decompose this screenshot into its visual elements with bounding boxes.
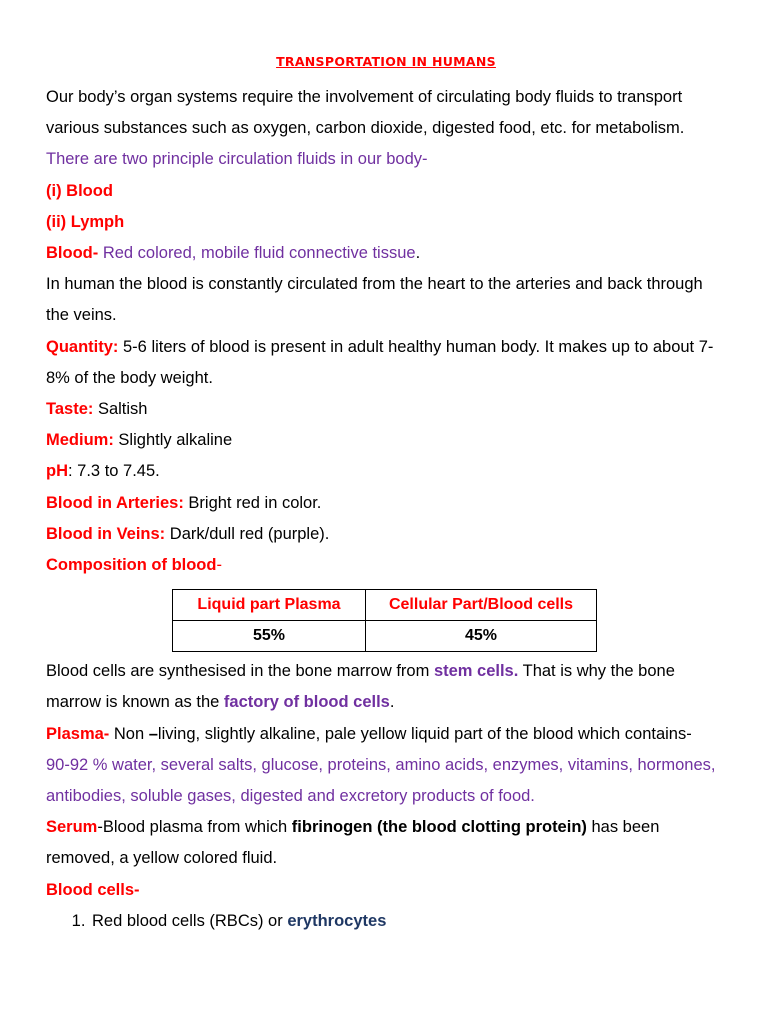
- plasma-text-2: living, slightly alkaline, pale yellow liquid part of the blood which contains-: [157, 724, 692, 743]
- page-title: TRANSPORTATION IN HUMANS: [276, 54, 496, 69]
- composition-header-cells: Cellular Part/Blood cells: [366, 590, 597, 621]
- serum-label: Serum: [46, 818, 98, 837]
- intro-text-1: Our: [46, 88, 79, 106]
- serum-text-2: has been removed, a yellow colored fluid.: [46, 818, 660, 868]
- composition-table: [172, 589, 597, 652]
- synthesis-text-1: Blood cells are synthesised in the bone marrow from: [46, 662, 434, 681]
- composition-table-header-row: [173, 590, 597, 621]
- plasma-contents: 90-92 % water, several salts, glucose, proteins, amino acids, enzymes, vitamins, hormones, antibodies, soluble gases, digested and excretory products of food.: [46, 755, 716, 806]
- arteries-line: [46, 488, 726, 519]
- arteries-label: Blood in Arteries:: [46, 493, 184, 512]
- taste-text: Saltish: [93, 400, 148, 419]
- quantity-label: Quantity:: [46, 337, 119, 356]
- veins-text: Dark/dull red (purple).: [165, 524, 330, 543]
- plasma-dash: –: [148, 724, 158, 743]
- synthesis-text-3: .: [389, 693, 395, 712]
- composition-label: Composition of blood: [46, 556, 217, 575]
- blood-cells-list: [46, 906, 726, 937]
- medium-line: [46, 425, 726, 456]
- quantity-text: 5-6 liters of blood is present in adult healthy human body. It makes up to about 7-8% of the body weight.: [46, 337, 714, 387]
- quantity-paragraph: [46, 332, 726, 394]
- ph-text: : 7.3 to 7.45.: [68, 462, 160, 481]
- synthesis-text-2: That is why the bone marrow is known as the: [46, 662, 675, 712]
- document-page: [46, 52, 726, 937]
- intro-paragraph: [46, 82, 726, 144]
- taste-label: Taste:: [46, 400, 94, 419]
- veins-label: Blood in Veins:: [46, 524, 166, 543]
- taste-line: [46, 394, 726, 425]
- composition-value-cells: 45%: [366, 621, 597, 652]
- ph-line: [46, 456, 726, 487]
- arteries-text: Bright red in color.: [183, 493, 322, 512]
- composition-dash: -: [216, 556, 222, 575]
- serum-paragraph: [46, 812, 726, 874]
- blood-definition-label: Blood-: [46, 244, 99, 263]
- stem-cells-term: stem cells.: [433, 662, 519, 681]
- circulation-paragraph: In human the blood is constantly circulated from the heart to the arteries and back through the veins.: [46, 275, 703, 325]
- blood-definition: [46, 238, 726, 269]
- veins-line: [46, 519, 726, 550]
- blood-cells-heading: Blood cells-: [46, 880, 140, 899]
- list-item-text: Red blood cells (RBCs) or: [92, 911, 288, 930]
- plasma-label: Plasma-: [46, 724, 110, 743]
- blood-definition-text: Red colored, mobile fluid connective tissue: [98, 244, 416, 263]
- synthesis-paragraph: [46, 656, 726, 718]
- composition-header-plasma: Liquid part Plasma: [173, 590, 366, 621]
- factory-term: factory of blood cells: [223, 693, 390, 712]
- ph-label: pH: [46, 462, 68, 481]
- blood-definition-period: .: [415, 244, 421, 263]
- medium-label: Medium:: [46, 431, 114, 450]
- fluid-item-lymph: (ii) Lymph: [46, 212, 125, 231]
- serum-text-1: -Blood plasma from which: [97, 818, 292, 837]
- composition-value-plasma: 55%: [173, 621, 366, 652]
- composition-heading: [46, 550, 726, 581]
- composition-table-value-row: [173, 621, 597, 652]
- fluids-heading: There are two principle circulation fluids in our body-: [46, 150, 428, 169]
- intro-organ-systems: body’s organ systems: [78, 88, 238, 106]
- fluid-item-blood: (i) Blood: [46, 181, 113, 200]
- plasma-text-1: Non: [109, 724, 149, 743]
- erythrocytes-term: erythrocytes: [287, 911, 387, 930]
- fibrinogen-term: fibrinogen (the blood clotting protein): [291, 818, 587, 837]
- list-item: [90, 906, 726, 937]
- medium-text: Slightly alkaline: [113, 431, 233, 450]
- plasma-paragraph: [46, 719, 726, 750]
- intro-text-2: require the involvement of circulating body fluids to transport various substances such as oxygen, carbon dioxide, digested food, etc. for metabolism.: [46, 88, 685, 138]
